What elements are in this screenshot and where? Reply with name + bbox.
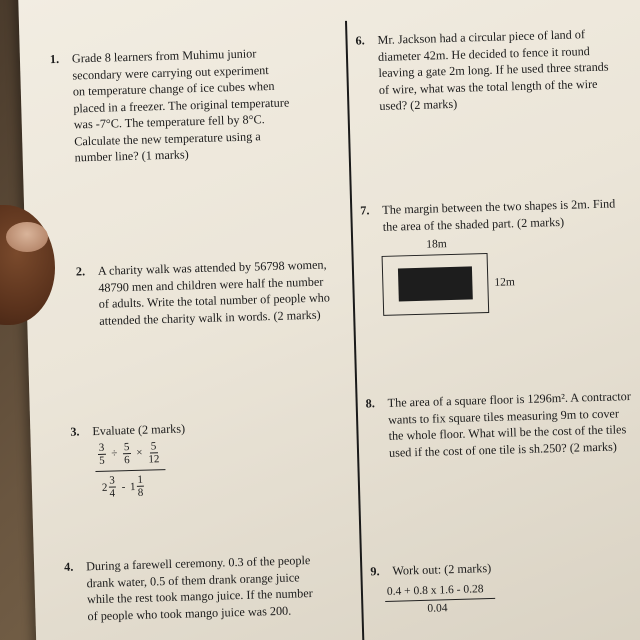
exam-paper bbox=[18, 0, 640, 640]
fraction-bar bbox=[95, 469, 165, 472]
question-text: A charity walk was attended by 56798 women, 48790 men and children were half the number of adults. Write the total number of people who attended the charity walk in words. (2 marks) bbox=[97, 257, 331, 328]
question-7 bbox=[360, 194, 640, 235]
question-text: During a farewell ceremony. 0.3 of the people drank water, 0.5 of them drank orange juice while the rest took mango juice. If the number of people who took mango juice was 200. bbox=[85, 553, 313, 623]
fraction: $\frac{3}{5}$ bbox=[98, 441, 105, 467]
fingernail bbox=[6, 222, 48, 252]
evaluate-denominator: 2 $\frac{3}{4}$ - 1 $\frac{1}{8}$ bbox=[101, 473, 144, 500]
question-text: Work out: (2 marks) bbox=[392, 561, 492, 578]
question-number: 1. bbox=[49, 51, 60, 67]
question-text: Mr. Jackson had a circular piece of land of diameter 42m. He decided to fence it round leaving a gate 2m long. If he used three strands of wire, what was the total length of the wire used? (2 marks) bbox=[377, 27, 609, 113]
question-number: 3. bbox=[70, 424, 80, 439]
question-1 bbox=[50, 43, 343, 167]
question-text: Evaluate (2 marks) bbox=[92, 421, 186, 439]
width-label: 18m bbox=[426, 238, 447, 251]
question-8 bbox=[365, 387, 640, 461]
fraction-bar bbox=[385, 598, 495, 602]
mixed-number: 1 $\frac{1}{8}$ bbox=[129, 473, 144, 499]
question-9 bbox=[370, 555, 640, 580]
question-text: The area of a square floor is 1296m². A contractor wants to fix square tiles measuring 9m to cover the whole floor. What will be the cost of the tiles used if the cost of one tile is sh.250? (2 marks) bbox=[387, 389, 632, 460]
question-number: 2. bbox=[75, 264, 86, 279]
question-text: Grade 8 learners from Muhimu junior secondary were carrying out experiment on temperature change of ice cubes when placed in a freezer. The original temperature was -7°C. The temperature fell by 8°C. Calculate the new temperature using a number line? (1 marks) bbox=[71, 46, 290, 165]
height-label: 12m bbox=[494, 276, 515, 289]
question-number: 7. bbox=[360, 203, 370, 218]
fraction: $\frac{5}{6}$ bbox=[123, 441, 130, 467]
evaluate-numerator: $\frac{3}{5}$ ÷ $\frac{5}{6}$ × $\frac{5}{12}$ bbox=[98, 440, 160, 467]
work-out-numerator: 0.4 + 0.8 x 1.6 - 0.28 bbox=[386, 583, 484, 598]
question-4 bbox=[64, 551, 366, 625]
question-number: 6. bbox=[355, 33, 365, 48]
question-3 bbox=[70, 416, 350, 440]
question-number: 4. bbox=[63, 559, 74, 574]
question-2 bbox=[76, 256, 358, 330]
question-number: 9. bbox=[370, 564, 380, 579]
shaded-rectangle bbox=[398, 266, 473, 301]
fraction: $\frac{5}{12}$ bbox=[148, 440, 160, 466]
question-6 bbox=[355, 24, 640, 115]
work-out-denominator: 0.04 bbox=[427, 602, 448, 615]
question-text: The margin between the two shapes is 2m. Find the area of the shaded part. (2 marks) bbox=[382, 196, 616, 234]
question-number: 8. bbox=[365, 396, 376, 411]
mixed-number: 2 $\frac{3}{4}$ bbox=[101, 474, 116, 500]
